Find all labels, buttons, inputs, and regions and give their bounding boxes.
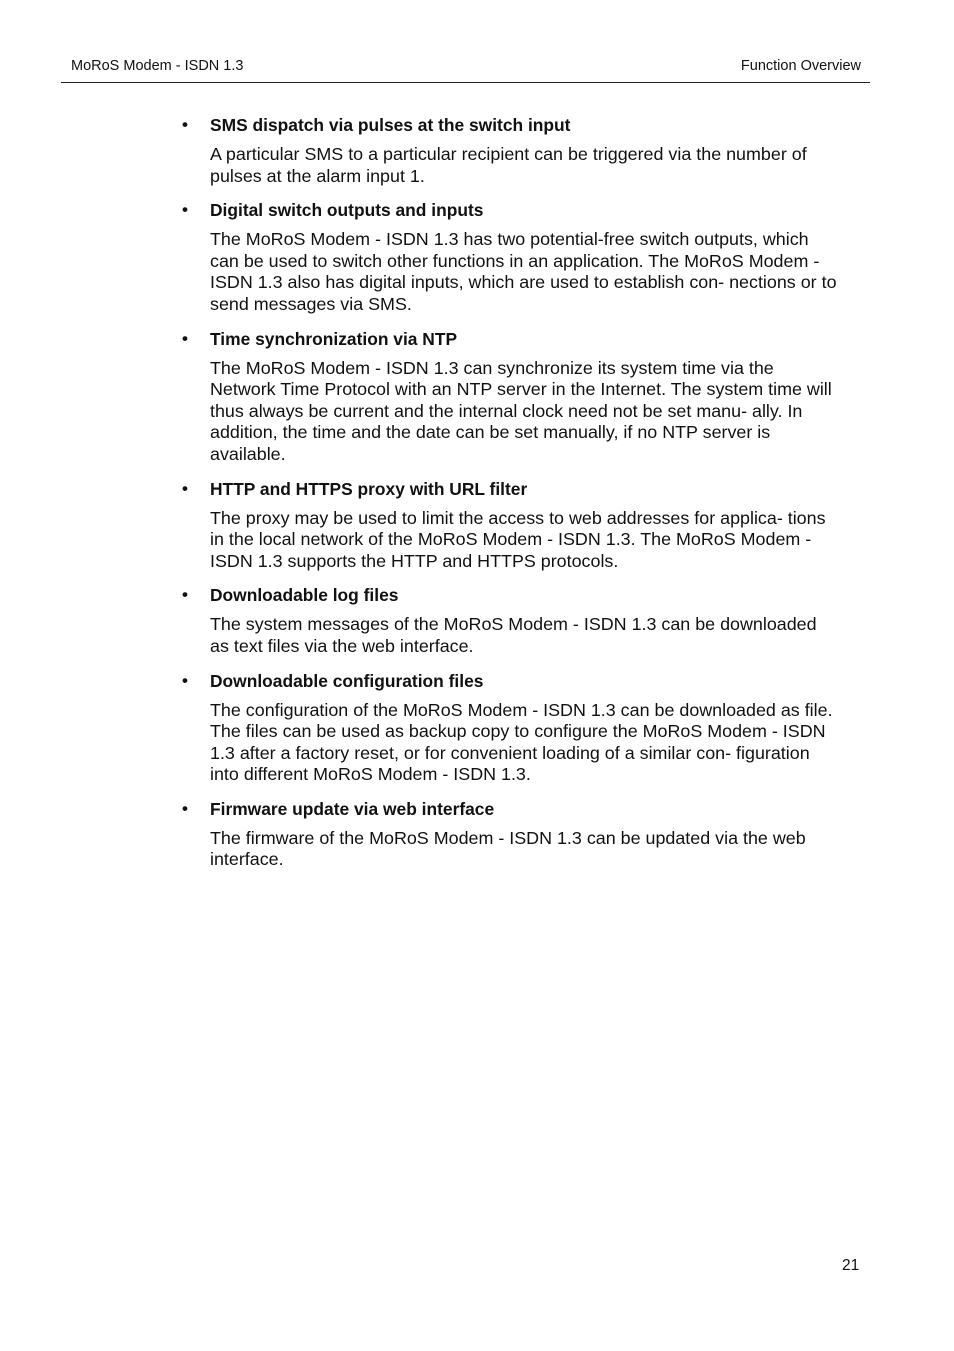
feature-item-sms-dispatch — [180, 114, 840, 187]
feature-item-proxy — [180, 478, 840, 573]
feature-description: A particular SMS to a particular recipient can be triggered via the number of pulses at the alarm input 1. — [210, 144, 807, 186]
feature-item-digital-switch — [180, 199, 840, 315]
header-section-title: Function Overview — [740, 58, 861, 74]
feature-item-firmware-update — [180, 798, 840, 871]
bullet-icon: • — [182, 200, 188, 220]
feature-list — [180, 114, 840, 883]
feature-item-log-files — [180, 584, 840, 657]
feature-title: HTTP and HTTPS proxy with URL filter — [210, 478, 528, 499]
feature-item-config-files — [180, 670, 840, 786]
bullet-icon: • — [182, 585, 188, 605]
page-number: 21 — [842, 1257, 860, 1274]
feature-title: SMS dispatch via pulses at the switch input — [210, 115, 571, 135]
feature-description: The MoRoS Modem - ISDN 1.3 has two potential-free switch outputs, which can be used to switch other functions in an application. The MoRoS Modem - ISDN 1.3 also has digital inputs, which are used to establish con- nections or to send messages via SMS. — [210, 229, 837, 314]
bullet-icon: • — [182, 670, 188, 690]
bullet-icon: • — [182, 328, 188, 348]
bullet-icon: • — [182, 115, 188, 134]
feature-description: The firmware of the MoRoS Modem - ISDN 1.3 can be updated via the web interface. — [210, 827, 806, 870]
feature-description: The configuration of the MoRoS Modem - ISDN 1.3 can be downloaded as file. The files can be used as backup copy to configure the MoRoS Modem - ISDN 1.3 after a factory reset, or for convenient loading of a similar con- figuration into different MoRoS Modem - ISDN 1.3. — [210, 699, 833, 785]
feature-item-ntp — [180, 328, 840, 466]
feature-description: The MoRoS Modem - ISDN 1.3 can synchronize its system time via the Network Time Protocol with an NTP server in the Internet. The system time will thus always be current and the internal clock need not be set manu- ally. In addition, the time and the date can be set manually, if no NTP server is available. — [210, 357, 832, 464]
feature-title: Time synchronization via NTP — [210, 328, 458, 349]
bullet-icon: • — [182, 798, 188, 818]
page-header — [61, 56, 870, 83]
feature-title: Firmware update via web interface — [210, 798, 495, 819]
feature-description: The system messages of the MoRoS Modem - ISDN 1.3 can be downloaded as text files via the web interface. — [210, 614, 817, 656]
feature-title: Downloadable configuration files — [210, 670, 484, 691]
feature-description: The proxy may be used to limit the access to web addresses for applica- tions in the local network of the MoRoS Modem - ISDN 1.3. The MoRoS Modem - ISDN 1.3 supports the HTTP and HTTPS protocols. — [210, 507, 826, 571]
feature-title: Digital switch outputs and inputs — [210, 200, 484, 221]
bullet-icon: • — [182, 478, 188, 498]
header-document-title: MoRoS Modem - ISDN 1.3 — [71, 58, 244, 74]
feature-title: Downloadable log files — [210, 585, 399, 606]
